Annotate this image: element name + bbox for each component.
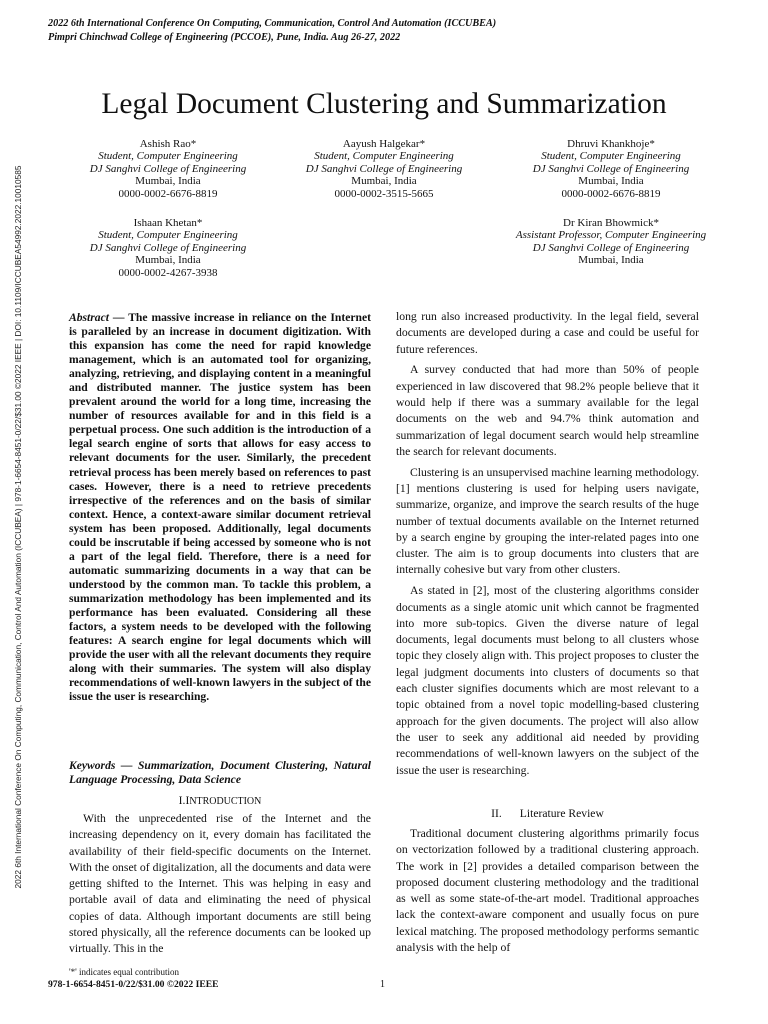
section-heading-introduction xyxy=(69,794,371,809)
abstract-label: Abstract xyxy=(69,311,109,324)
paragraph: A survey conducted that had more than 50% of people experienced in law discovered that 98.2% people believe that it would help if there was a summary available for the legal documents on the web and 94.7% think automation and summarization of legal document search would help streamline the search for relevant documents. xyxy=(396,363,699,458)
author-role: Student, Computer Engineering xyxy=(98,229,238,242)
abstract xyxy=(69,311,371,704)
author-orcid: 0000-0002-4267-3938 xyxy=(118,266,218,279)
right-column-body xyxy=(396,309,699,783)
section-heading-literature-review xyxy=(396,807,699,821)
page-number: 1 xyxy=(380,979,385,990)
conference-name: 2022 6th International Conference On Computing, Communication, Control And Automation (ICCUBEA) xyxy=(48,18,497,29)
paragraph: Clustering is an unsupervised machine learning methodology. [1] mentions clustering is used for helping users navigate, summarize, organize, and improve the search results of the huge number of textual documents available on the Internet returned by a search engine by grouping the inter-related pages into one cluster. The aim is to group documents into clusters that are internally cohesive but vary from other clusters. xyxy=(396,465,699,577)
footnote: '*' indicates equal contribution xyxy=(69,967,179,977)
author-college: DJ Sanghvi College of Engineering xyxy=(532,162,690,175)
author-name: Ashish Rao* xyxy=(139,138,197,150)
section-title-rest: NTRODUCTION xyxy=(189,796,262,807)
author-name: Dhruvi Khankhoje* xyxy=(567,138,655,150)
author-block xyxy=(48,138,288,200)
author-role: Assistant Professor, Computer Engineering xyxy=(515,229,707,242)
author-block xyxy=(491,138,731,200)
author-role: Student, Computer Engineering xyxy=(98,150,238,163)
author-college: DJ Sanghvi College of Engineering xyxy=(305,162,463,175)
author-college: DJ Sanghvi College of Engineering xyxy=(89,241,247,254)
author-location: Mumbai, India xyxy=(135,254,201,267)
conference-venue: Pimpri Chinchwad College of Engineering (PCCOE), Pune, India. Aug 26-27, 2022 xyxy=(48,32,401,43)
doi-sidebar: 2022 6th International Conference On Computing, Communication, Control And Automation (ICCUBEA) | 978-1-6654-8451-0/22/$31.00 ©2022 IEEE | DOI: 10.1109/ICCUBEA54992.2022.10010585 xyxy=(13,165,23,889)
abstract-text: — The massive increase in reliance on the Internet is paralleled by an increase in document digitization. With this expansion has come the need for rapid knowledge management, which is an automated tool for organizing, analyzing, retrieving, and displaying content in a meaningful and distributed manner. The justice system has been prevalent around the world for a long time, increasing the number of resources available for and in this field is a perpetual process. One such addition is the introduction of a legal search engine of sorts that allows for easy access to relevant documents for the user. Similarly, the precedent retrieval process has been merely based on references to past cases. However, there is a need to retrieve precedents irrespective of the references and on the basis of similar context. Hence, a context-aware similar document retrieval system has been proposed. Additionally, legal documents could be inscrutable if being accessed by someone who is not a part of the legal field. Therefore, there is a need for automatic summarizing documents in a way that can be understood by the common man. To tackle this problem, a summarization methodology has been implemented and its performance has been evaluated. Considering all these factors, a system needs to be developed with the following features: A search engine for legal documents which will provide the user with all the relevant documents they require along with their summaries. The system will also display recommendations of well-known lawyers in the subject of the issue the user is researching. xyxy=(69,311,371,704)
paragraph: With the unprecedented rise of the Internet and the increasing dependency on it, every domain has facilitated the availability of their field-specific documents on the Internet. With the onset of digitalization, all the documents and data were getting shifted to the Internet. This was helping in easy and portable avail of data and eliminating the need of physical copies of data. Although important documents are still being stored physically, all the reference documents can be looked up virtually. This in the xyxy=(69,812,371,956)
paragraph: Traditional document clustering algorithms primarily focus on vectorization followed by a traditional clustering approach. The work in [2] provides a detailed comparison between the proposed document clustering methodology and the traditional as well as some state-of-the-art model. Traditional approaches lack the context-aware component and usually focus on pure lexical matching. The proposed methodology performs semantic analysis with the help of xyxy=(396,827,699,955)
author-location: Mumbai, India xyxy=(351,175,417,188)
keywords xyxy=(69,759,371,787)
author-name: Ishaan Khetan* xyxy=(133,217,203,229)
section-number: I. xyxy=(178,794,186,807)
author-orcid: 0000-0002-3515-5665 xyxy=(334,187,434,200)
section-number: II. xyxy=(491,807,502,820)
author-name: Aayush Halgekar* xyxy=(342,138,426,150)
paragraph: As stated in [2], most of the clustering algorithms consider documents as a single atomic unit which cannot be fragmented into more sub-topics. Given the diverse nature of legal documents, legal documents must belong to all clusters whose topic they closely align with. This project proposes to cluster the legal judgment documents into clusters of documents so that each cluster signifies documents which are most relevant to a topic obtained from a novel topic modelling-based clustering approach for the given documents. The project will also allow the user to seek any additional aid needed by providing recommendations of well-known lawyers on the subject of the issue the user is researching. xyxy=(396,584,699,777)
author-college: DJ Sanghvi College of Engineering xyxy=(532,241,690,254)
conference-header xyxy=(48,17,496,45)
paper-title: Legal Document Clustering and Summarization xyxy=(101,88,667,120)
author-block xyxy=(511,217,711,267)
author-location: Mumbai, India xyxy=(578,254,644,267)
author-location: Mumbai, India xyxy=(578,175,644,188)
author-block xyxy=(48,217,288,279)
section-title: Literature Review xyxy=(519,807,604,820)
keywords-text: Keywords — Summarization, Document Clustering, Natural Language Processing, Data Science xyxy=(69,759,371,787)
author-role: Student, Computer Engineering xyxy=(314,150,454,163)
section-title-initial: I xyxy=(185,794,190,807)
author-location: Mumbai, India xyxy=(135,175,201,188)
author-name: Dr Kiran Bhowmick* xyxy=(563,217,659,229)
copyright-footer: 978-1-6654-8451-0/22/$31.00 ©2022 IEEE xyxy=(48,979,219,990)
author-college: DJ Sanghvi College of Engineering xyxy=(89,162,247,175)
author-orcid: 0000-0002-6676-8819 xyxy=(561,187,661,200)
author-orcid: 0000-0002-6676-8819 xyxy=(118,187,218,200)
introduction-body xyxy=(69,811,371,958)
author-role: Student, Computer Engineering xyxy=(541,150,681,163)
paragraph: long run also increased productivity. In the legal field, several documents are developed during a case and could be useful for future references. xyxy=(396,310,699,356)
author-block xyxy=(264,138,504,200)
literature-review-body xyxy=(396,826,699,956)
